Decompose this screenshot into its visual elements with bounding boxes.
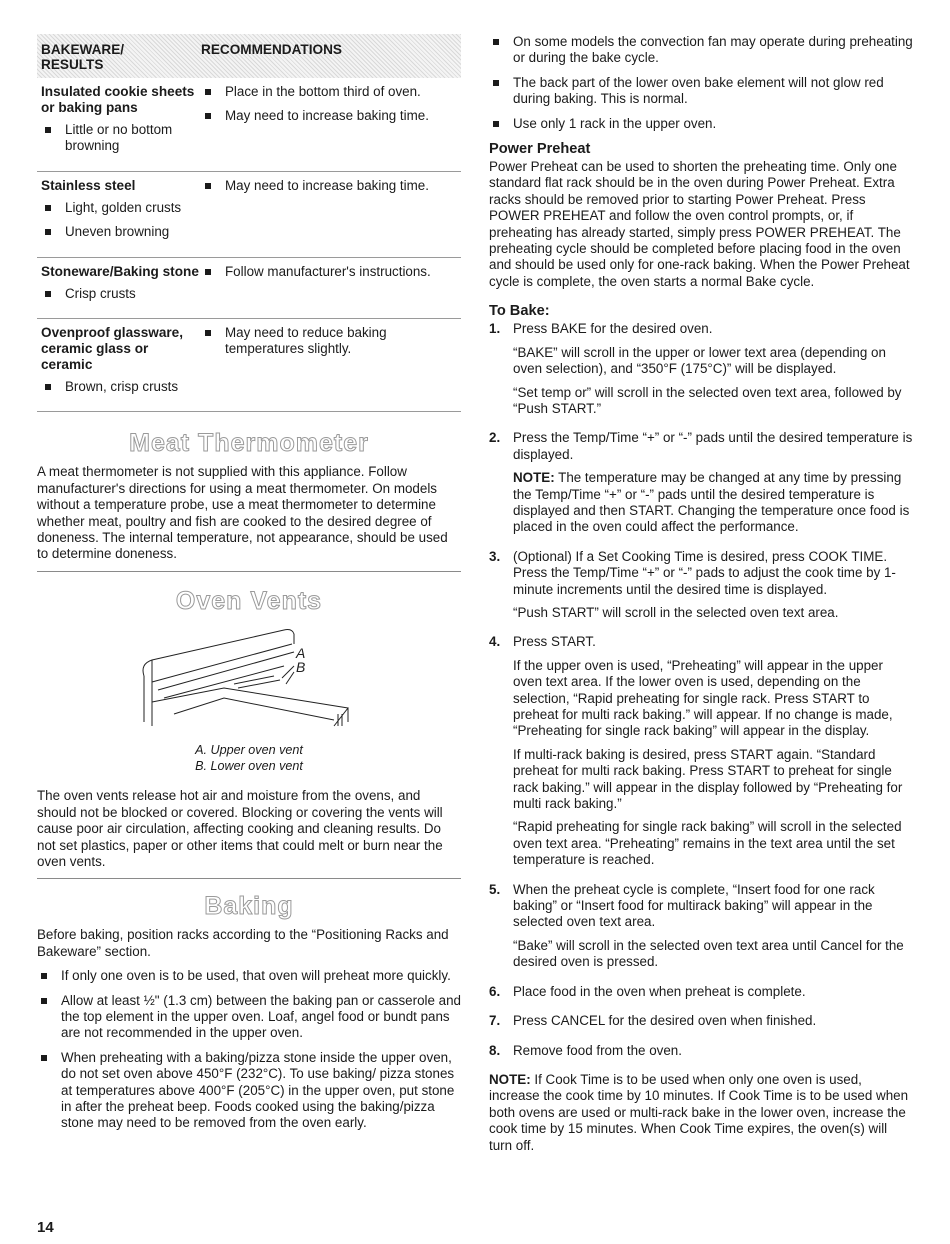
bakeware-material: Ovenproof glassware, ceramic glass or ceramic [41, 325, 184, 373]
step-text: Press BAKE for the desired oven. [513, 321, 713, 337]
bakeware-cell [41, 325, 201, 403]
table-body [37, 78, 461, 412]
bake-step [489, 882, 913, 978]
baking-title: Baking [204, 892, 294, 921]
step-text: When the preheat cycle is complete, “Insert food for one rack baking” or “Insert food for multirack baking” will appear in the selected oven text area. [513, 881, 875, 930]
step-text: (Optional) If a Set Cooking Time is desired, press COOK TIME. Press the Temp/Time “+” or “-” pads to adjust the cook time by 1-minute increments until the desired time is displayed. [513, 548, 896, 597]
baking-bullet: The back part of the lower oven bake element will not glow red during baking. This is normal. [489, 75, 913, 108]
oven-vents-title: Oven Vents [175, 586, 323, 615]
step-text: Press CANCEL for the desired oven when finished. [513, 1013, 817, 1029]
step-text: Press START. [513, 634, 596, 650]
meat-thermometer-title: Meat Thermometer [129, 429, 369, 458]
recommendations-cell [201, 84, 461, 163]
step-number: 4. [489, 634, 501, 650]
bakeware-cell [41, 84, 201, 163]
oven-vents-illustration [37, 622, 461, 736]
bakeware-result: Crisp crusts [41, 286, 201, 302]
bakeware-result: Little or no bottom browning [41, 122, 201, 155]
final-note-text: If Cook Time is to be used when only one oven is used, increase the cook time by 10 minutes. If Cook Time is to be used when both ovens are used or multi-rack bake in the lower oven, increase the cook time by 15 minutes. When Cook Time expires, the oven(s) will turn off. [489, 1071, 909, 1153]
divider [37, 878, 461, 879]
step-number: 6. [489, 983, 501, 999]
step-text: “Push START” will scroll in the selected oven text area. [513, 604, 839, 620]
baking-bullet: On some models the convection fan may operate during preheating or during the bake cycle. [489, 34, 913, 67]
vent-label-b: B [296, 658, 306, 675]
step-number: 7. [489, 1013, 501, 1029]
step-body [513, 984, 913, 1007]
vent-label-a: A [296, 644, 306, 661]
bakeware-material: Stoneware/Baking stone [41, 263, 199, 279]
recommendations-cell [201, 178, 461, 249]
step-body [513, 430, 913, 542]
bakeware-result: Brown, crisp crusts [41, 379, 201, 395]
bakeware-cell [41, 178, 201, 249]
to-bake-heading: To Bake: [489, 303, 550, 320]
to-bake-steps [489, 321, 913, 1066]
step-text: If the upper oven is used, “Preheating” will appear in the upper oven text area. If the lower oven is used, depending on the selection, “Rapid preheating for single rack. Press START to preheat for multi rack baking.” will appear. If no change is made, “Preheating for single rack baking” will appear in the display. [513, 657, 893, 739]
power-preheat-text: Power Preheat can be used to shorten the preheating time. Only one standard flat rack should be in the oven during Power Preheat. Extra racks should be removed prior to starting Power Preheat. Press POWER PREHEAT and follow the oven control prompts, or, if preheating has already started, simply press POWER PREHEAT. The preheating cycle should be completed before placing food in the oven and should be used only for one-rack baking. When the Power Preheat cycle is complete, the oven starts a normal Bake cycle. [489, 159, 910, 289]
recommendation: Place in the bottom third of oven. [201, 84, 461, 100]
step-body [513, 882, 913, 978]
step-text: Place food in the oven when preheat is complete. [513, 983, 806, 999]
caption-upper-vent: A. Upper oven vent [195, 743, 303, 758]
table-row [37, 319, 461, 412]
step-text: “Rapid preheating for single rack baking” will scroll in the selected oven text area. “Preheating” remains in the text area until the set temperature is reached. [513, 819, 902, 868]
recommendations-cell [201, 325, 461, 403]
right-column [489, 34, 913, 1162]
bake-step [489, 1013, 913, 1036]
step-text: “Set temp or” will scroll in the selected oven text area, followed by “Push START.” [513, 384, 902, 416]
step-number: 1. [489, 321, 501, 337]
recommendation: May need to reduce baking temperatures slightly. [201, 325, 461, 358]
recommendation: Follow manufacturer's instructions. [201, 264, 461, 280]
table-header-recommendations: RECOMMENDATIONS [201, 42, 342, 57]
left-column [37, 34, 461, 1140]
table-header [37, 34, 461, 78]
note-text: The temperature may be changed at any time by pressing the Temp/Time “+” or “-” pads until the desired temperature is displayed and then START. Changing the temperature once food is placed in the oven could affect the performance. [513, 470, 910, 535]
step-body [513, 1043, 913, 1066]
step-number: 3. [489, 548, 501, 564]
step-body [513, 321, 913, 424]
table-row [37, 78, 461, 172]
final-note [489, 1072, 913, 1154]
step-number: 5. [489, 881, 501, 897]
table-row [37, 258, 461, 319]
oven-vents-caption [37, 742, 461, 774]
step-note [513, 470, 913, 536]
page-number: 14 [37, 1219, 54, 1236]
baking-bullet: Use only 1 rack in the upper oven. [489, 116, 913, 132]
bakeware-cell [41, 264, 201, 310]
divider [37, 571, 461, 572]
bake-step [489, 430, 913, 542]
table-header-bakeware: BAKEWARE/ RESULTS [41, 42, 125, 72]
baking-bullets-right [489, 34, 913, 132]
table-row [37, 172, 461, 258]
bake-step [489, 984, 913, 1007]
bakeware-material: Insulated cookie sheets or baking pans [41, 84, 195, 115]
recommendations-cell [201, 264, 461, 310]
bakeware-result: Uneven browning [41, 224, 201, 240]
final-note-label: NOTE: [489, 1071, 531, 1087]
baking-bullet: When preheating with a baking/pizza stone inside the upper oven, do not set oven above 450°F (232°C). To use baking/ pizza stones at temperatures above 400°F (205°C) in the upper oven, put stone in after the preheat beep. Foods cooked using the baking/pizza stone may need to be removed from the oven early. [37, 1050, 461, 1132]
note-label: NOTE: [513, 470, 555, 486]
step-body [513, 634, 913, 875]
meat-thermometer-text: A meat thermometer is not supplied with this appliance. Follow manufacturer's directions for using a meat thermometer. On models without a temperature probe, use a meat thermometer to determine whether meat, poultry and fish are cooked to the desired degree of doneness. The internal temperature, not appearance, should be used to determine doneness. [37, 464, 448, 562]
step-text: Press the Temp/Time “+” or “-” pads until the desired temperature is displayed. [513, 430, 913, 462]
step-body [513, 1013, 913, 1036]
step-number: 8. [489, 1042, 501, 1058]
recommendation: May need to increase baking time. [201, 178, 461, 194]
step-number: 2. [489, 430, 501, 446]
power-preheat-heading: Power Preheat [489, 141, 591, 158]
caption-lower-vent: B. Lower oven vent [195, 759, 303, 774]
baking-bullet: Allow at least ½" (1.3 cm) between the baking pan or casserole and the top element in the upper oven. Loaf, angel food or bundt pans are not recommended in the upper oven. [37, 993, 461, 1042]
oven-vents-text: The oven vents release hot air and moisture from the ovens, and should not be blocked or covered. Blocking or covering the vents will cause poor air circulation, affecting cooking and cleaning results. Do not set plastics, paper or other items that could melt or burn near the oven vents. [37, 788, 443, 869]
baking-intro: Before baking, position racks according to the “Positioning Racks and Bakeware” section. [37, 927, 449, 959]
step-body [513, 549, 913, 629]
bake-step [489, 549, 913, 629]
recommendation: May need to increase baking time. [201, 108, 461, 124]
bake-step [489, 634, 913, 875]
bakeware-result: Light, golden crusts [41, 200, 201, 216]
step-text: Remove food from the oven. [513, 1042, 682, 1058]
baking-bullets-left [37, 968, 461, 1132]
step-text: “BAKE” will scroll in the upper or lower text area (depending on oven selection), and “350°F (175°C)” will be displayed. [513, 344, 886, 377]
bakeware-material: Stainless steel [41, 177, 136, 193]
baking-bullet: If only one oven is to be used, that oven will preheat more quickly. [37, 968, 461, 984]
step-text: If multi-rack baking is desired, press START again. “Standard preheat for multi rack baking. Press START to preheat for single rack baking.” will appear in the display followed by “Preheating for multi rack baking.” [513, 746, 903, 812]
bake-step [489, 321, 913, 424]
bake-step [489, 1043, 913, 1066]
step-text: “Bake” will scroll in the selected oven text area until Cancel for the desired oven is pressed. [513, 937, 904, 970]
